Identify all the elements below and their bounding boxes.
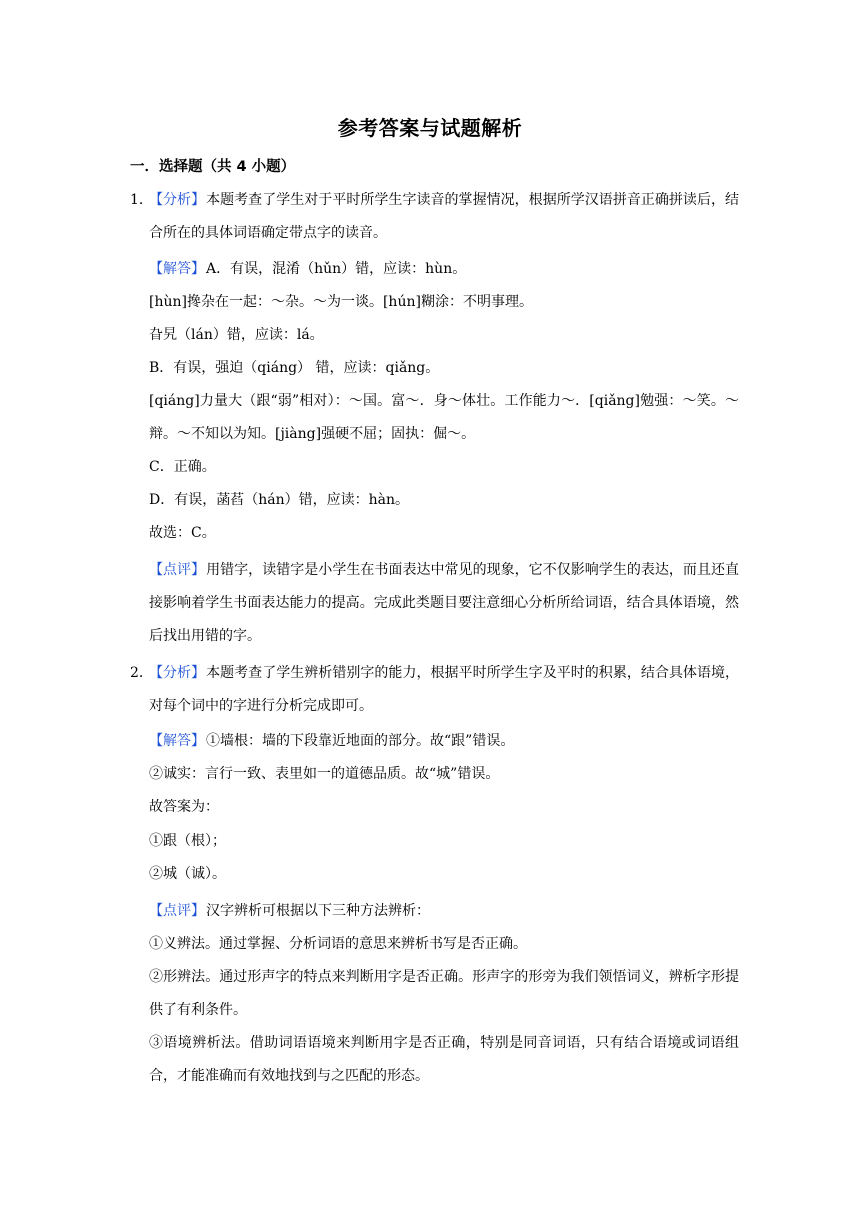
answer-line: B．有误，强迫（qiáng） 错，应读：qiǎng。 <box>149 360 440 376</box>
answer-line: ①墙根：墙的下段靠近地面的部分。故“跟”错误。 <box>206 733 515 749</box>
analysis-text: 本题考查了学生辨析错别字的能力，根据平时所学生字及平时的积累，结合具体语境，对每个词中的字进行分析完成即可。 <box>149 665 740 714</box>
q1-answer <box>149 253 739 286</box>
answer-line: C．正确。 <box>149 459 216 475</box>
question-number: 2． <box>130 665 153 681</box>
question-number: 1． <box>130 192 153 208</box>
comment-tag: 【点评】 <box>149 562 206 578</box>
answer-line: ②诚实：言行一致、表里如一的道德品质。故“城”错误。 <box>149 766 500 782</box>
q2-comment <box>149 895 739 928</box>
q1-analysis <box>149 184 739 250</box>
answer-line: D．有误，菡萏（hán）错，应读：hàn。 <box>149 492 409 508</box>
answer-line: [hùn]搀杂在一起：～杂。～为一谈。[hún]糊涂：不明事理。 <box>149 294 533 310</box>
section-heading: 一．选择题（共 4 小题） <box>130 159 296 175</box>
answer-tag: 【解答】 <box>149 261 205 277</box>
q2-answer <box>149 725 739 758</box>
page-title: 参考答案与试题解析 <box>337 116 523 140</box>
comment-line: ①义辨法。通过掌握、分析词语的意思来辨析书写是否正确。 <box>149 936 527 952</box>
answer-line: [qiáng]力量大（跟“弱”相对）：～国。富～．身～体壮。工作能力～．[qiǎng]勉强：～笑。～辩。～不知以为知。[jiàng]强硬不屈；固执：倔～。 <box>149 393 739 442</box>
comment-text: 汉字辨析可根据以下三种方法辨析： <box>206 903 430 919</box>
answer-line: 旮旯（lán）错，应读：lá。 <box>149 327 324 343</box>
comment-line: ③语境辨析法。借助词语语境来判断用字是否正确，特别是同音词语，只有结合语境或词语组合，才能准确而有效地找到与之匹配的形态。 <box>149 1035 739 1084</box>
answer-line: 故选：C。 <box>149 525 216 541</box>
comment-tag: 【点评】 <box>149 903 205 919</box>
q1-comment <box>149 554 739 653</box>
answer-line: 故答案为： <box>149 799 219 815</box>
answer-line: ②城（诚）。 <box>149 866 226 882</box>
analysis-tag: 【分析】 <box>149 665 206 681</box>
answer-line: A．有误，混淆（hǔn）错，应读：hùn。 <box>206 261 467 277</box>
analysis-tag: 【分析】 <box>149 192 206 208</box>
comment-text: 用错字，读错字是小学生在书面表达中常见的现象，它不仅影响学生的表达，而且还直接影响着学生书面表达能力的提高。完成此类题目要注意细心分析所给词语，结合具体语境，然后找出用错的字。 <box>149 562 740 644</box>
q2-analysis <box>149 657 739 723</box>
comment-line: ②形辨法。通过形声字的特点来判断用字是否正确。形声字的形旁为我们领悟词义，辨析字形提供了有利条件。 <box>149 969 739 1018</box>
answer-line: ①跟（根）； <box>149 833 226 849</box>
answer-tag: 【解答】 <box>149 733 205 749</box>
analysis-text: 本题考查了学生对于平时所学生字读音的掌握情况，根据所学汉语拼音正确拼读后，结合所在的具体词语确定带点字的读音。 <box>149 192 740 241</box>
